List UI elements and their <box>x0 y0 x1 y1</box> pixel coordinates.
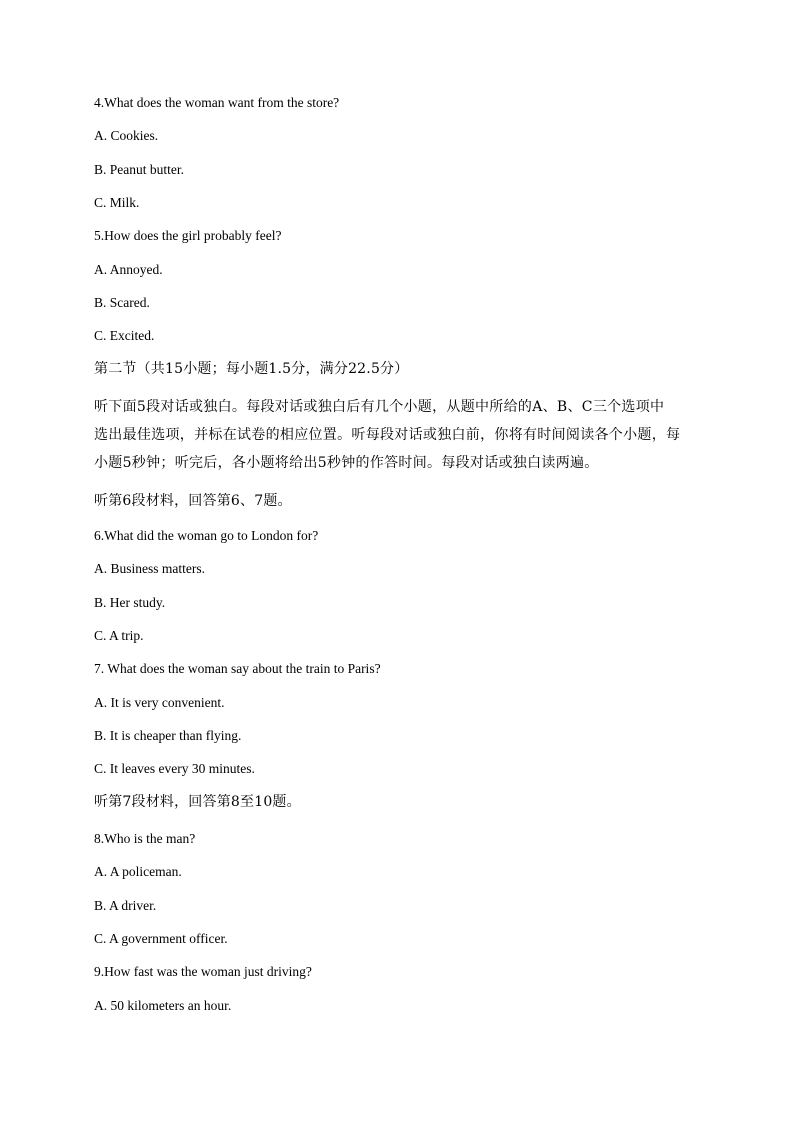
section-heading: 第二节（共15小题；每小题1.5分，满分22.5分） <box>94 361 409 377</box>
question-7: 7. What does the woman say about the train to Paris? <box>94 661 381 676</box>
question-4-option-a: A. Cookies. <box>94 128 159 143</box>
question-6-option-b: B. Her study. <box>94 595 166 610</box>
question-8: 8.Who is the man? <box>94 831 196 846</box>
question-8-option-a: A. A policeman. <box>94 864 182 879</box>
instruction-line: 听下面5段对话或独白。每段对话或独白后有几个小题，从题中所给的A、B、C三个选项中 <box>94 399 665 415</box>
section-instructions <box>94 393 704 477</box>
question-5: 5.How does the girl probably feel? <box>94 228 282 243</box>
question-6-option-c: C. A trip. <box>94 628 144 643</box>
question-7-option-b: B. It is cheaper than flying. <box>94 728 242 743</box>
question-5-option-b: B. Scared. <box>94 295 150 310</box>
question-9-option-a: A. 50 kilometers an hour. <box>94 998 232 1013</box>
question-9: 9.How fast was the woman just driving? <box>94 964 312 979</box>
question-7-option-a: A. It is very convenient. <box>94 695 225 710</box>
question-7-option-c: C. It leaves every 30 minutes. <box>94 761 255 776</box>
question-5-option-c: C. Excited. <box>94 328 155 343</box>
instruction-line: 选出最佳选项，并标在试卷的相应位置。听每段对话或独白前，你将有时间阅读各个小题，每 <box>94 427 681 443</box>
question-4-option-b: B. Peanut butter. <box>94 162 184 177</box>
question-6-option-a: A. Business matters. <box>94 561 205 576</box>
question-8-option-b: B. A driver. <box>94 898 157 913</box>
question-6: 6.What did the woman go to London for? <box>94 528 319 543</box>
question-5-option-a: A. Annoyed. <box>94 262 163 277</box>
material-6-heading: 听第6段材料，回答第6、7题。 <box>94 493 292 509</box>
material-7-heading: 听第7段材料，回答第8至10题。 <box>94 794 301 810</box>
question-4-option-c: C. Milk. <box>94 195 140 210</box>
question-4: 4.What does the woman want from the store? <box>94 95 340 110</box>
question-8-option-c: C. A government officer. <box>94 931 228 946</box>
instruction-line: 小题5秒钟；听完后，各小题将给出5秒钟的作答时间。每段对话或独白读两遍。 <box>94 455 599 471</box>
